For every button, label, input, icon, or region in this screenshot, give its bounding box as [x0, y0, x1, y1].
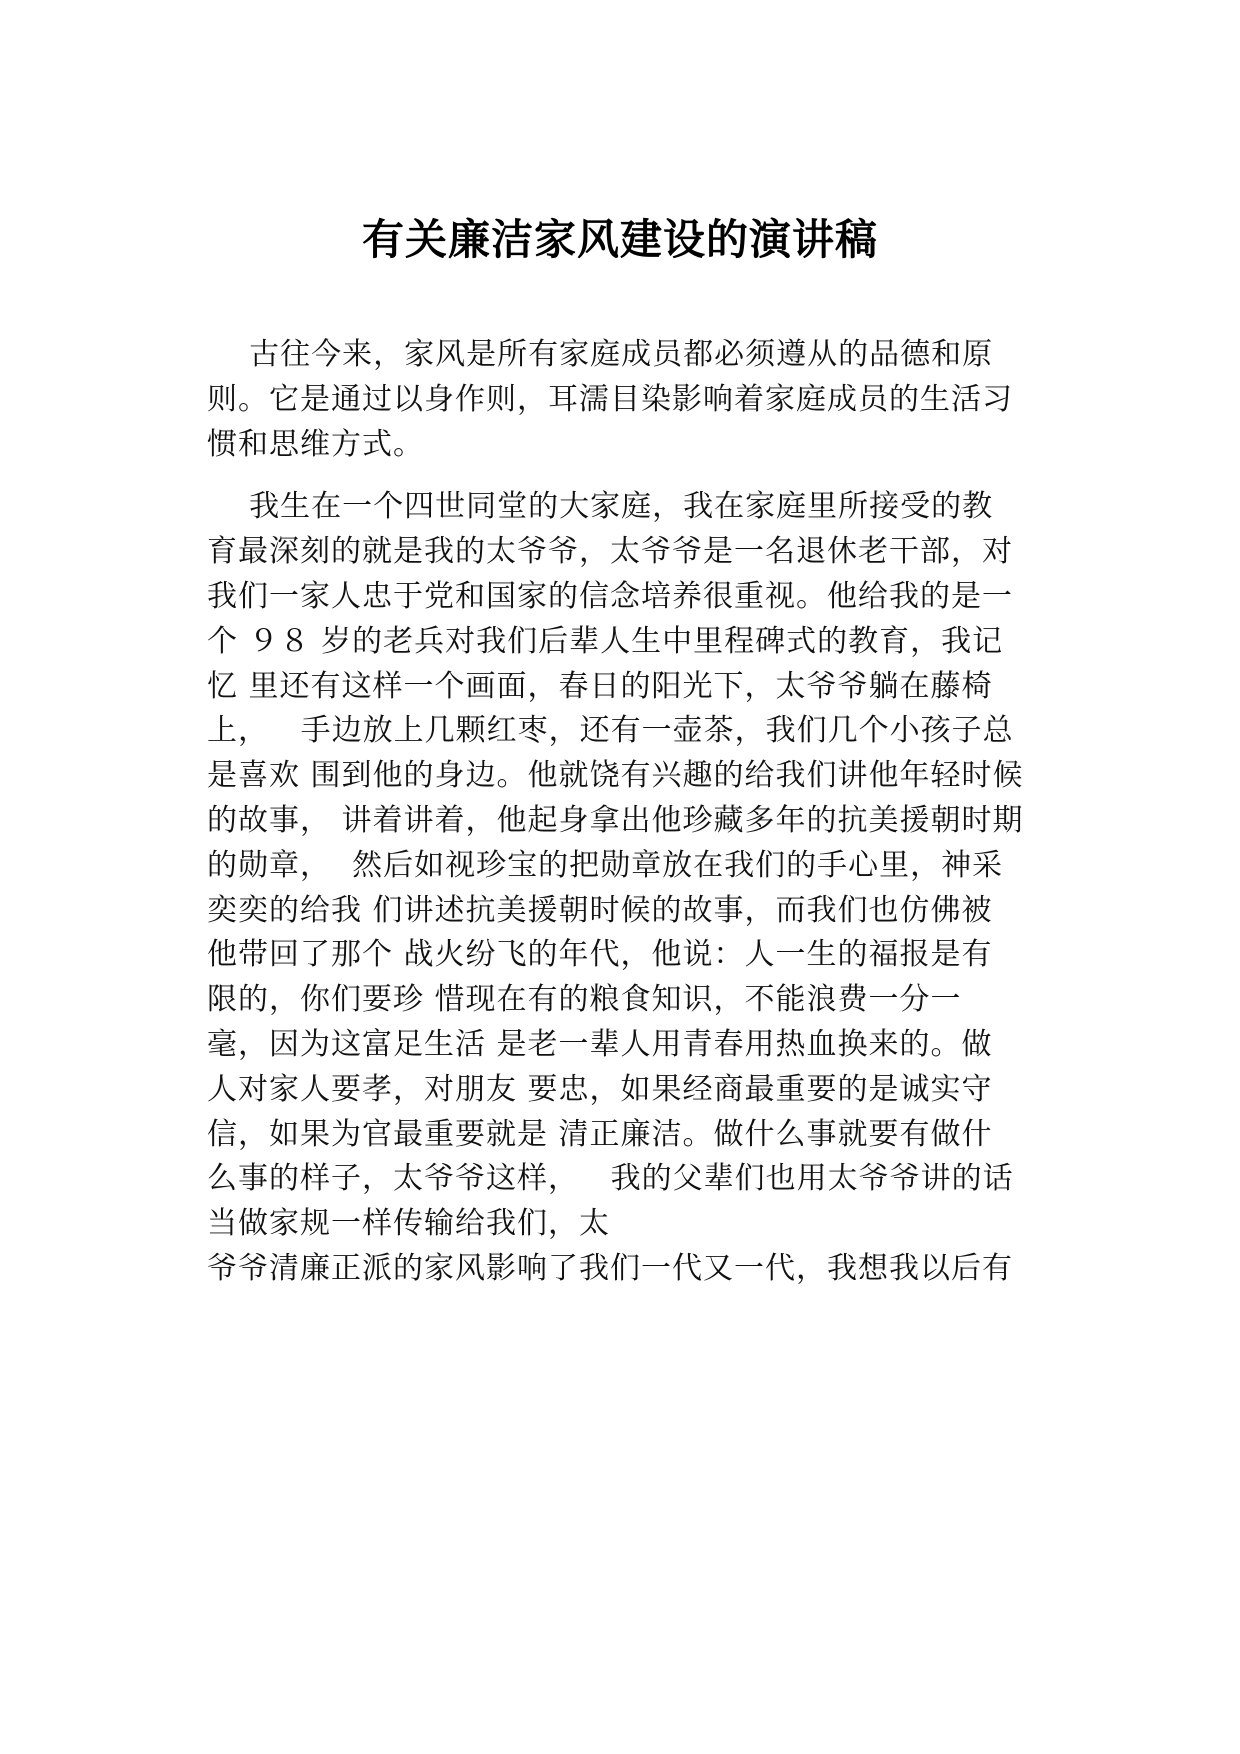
- text-line: 我生在一个四世同堂的大家庭，我在家庭里所接受的教: [207, 489, 994, 525]
- text-line: 的勋章， 然后如视珍宝的把勋章放在我们的手心里，神采: [207, 847, 1004, 883]
- text-line: 惯和思维方式。: [207, 426, 424, 462]
- text-line: 是喜欢 围到他的身边。他就饶有兴趣的给我们讲他年轻时候: [207, 758, 1024, 794]
- text-line: 的故事， 讲着讲着，他起身拿出他珍藏多年的抗美援朝时期: [207, 802, 1024, 838]
- text-line: 毫，因为这富足生活 是老一辈人用青春用热血换来的。做: [207, 1026, 993, 1062]
- text-line: 古往今来，家风是所有家庭成员都必须遵从的品德和原: [207, 337, 994, 372]
- text-line: 爷爷清廉正派的家风影响了我们一代又一代，我想我以后有: [207, 1250, 1013, 1286]
- text-line: 忆 里还有这样一个画面，春日的阳光下，太爷爷躺在藤椅: [207, 668, 993, 704]
- text-line: 上， 手边放上几颗红枣，还有一壶茶，我们几个小孩子总: [207, 713, 1014, 749]
- text-line: 奕奕的给我 们讲述抗美援朝时候的故事，而我们也仿佛被: [207, 892, 993, 928]
- text-line: 人对家人要孝，对朋友 要忠，如果经商最重要的是诚实守: [207, 1071, 993, 1107]
- paragraph-1: [207, 333, 1077, 467]
- document-body: [207, 333, 1077, 1292]
- document-title: 有关廉洁家风建设的演讲稿: [361, 215, 878, 264]
- text-line: 信，如果为官最重要就是 清正廉洁。做什么事就要有做什: [207, 1116, 993, 1152]
- paragraph-2: [207, 485, 1077, 1291]
- text-line: 个 ９８ 岁的老兵对我们后辈人生中里程碑式的教育，我记: [207, 623, 1004, 659]
- text-line: 当做家规一样传输给我们，太: [207, 1206, 610, 1242]
- paragraph-spacer: [207, 467, 1077, 485]
- text-line: 限的，你们要珍 惜现在有的粮食知识，不能浪费一分一: [207, 982, 962, 1018]
- text-line: 育最深刻的就是我的太爷爷，太爷爷是一名退休老干部，对: [207, 534, 1013, 570]
- text-line: 我们一家人忠于党和国家的信念培养很重视。他给我的是一: [207, 578, 1013, 614]
- text-line: 则。它是通过以身作则，耳濡目染影响着家庭成员的生活习: [207, 381, 1013, 417]
- text-line: 么事的样子，太爷爷这样， 我的父辈们也用太爷爷讲的话: [207, 1161, 1014, 1197]
- text-line: 他带回了那个 战火纷飞的年代，他说：人一生的福报是有: [207, 937, 993, 973]
